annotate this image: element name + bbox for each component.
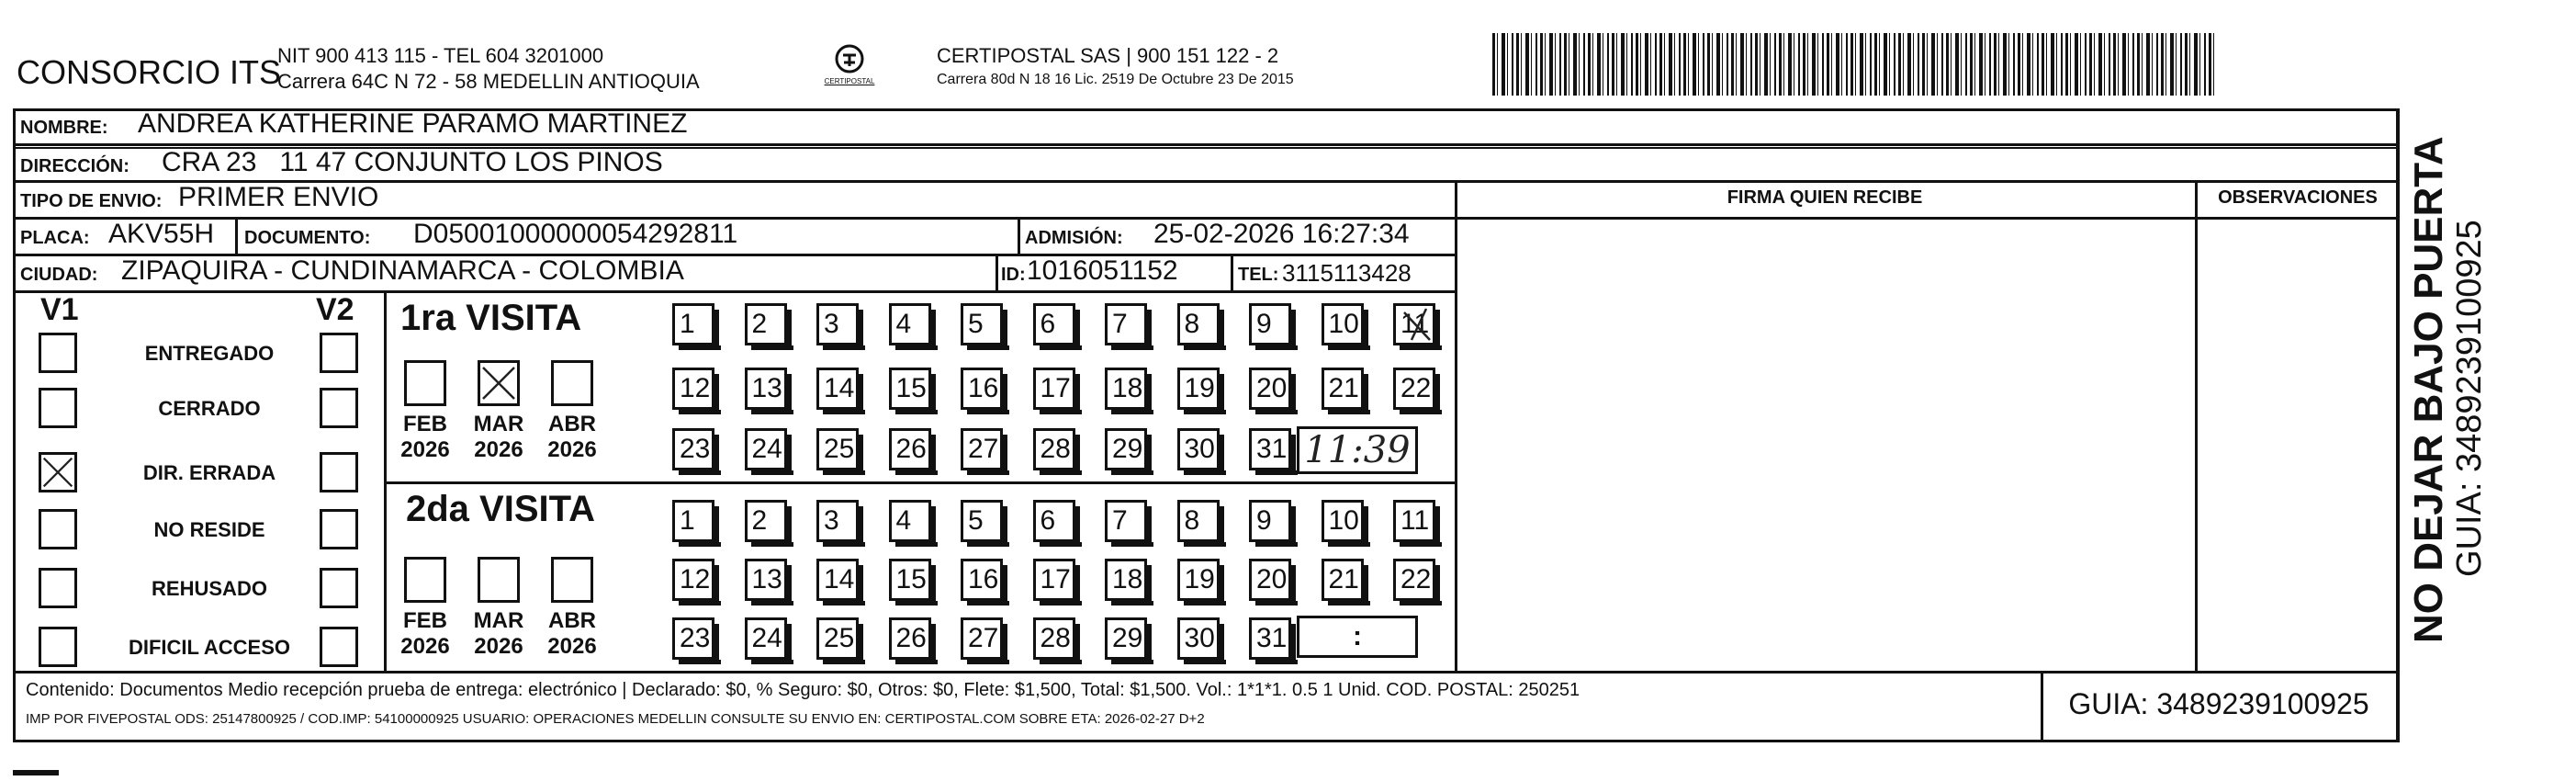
day-number: 29 — [1112, 434, 1143, 464]
footer-guia: GUIA: 3489239100925 — [2068, 687, 2369, 720]
day-checkbox[interactable] — [1105, 500, 1147, 542]
day-checkbox[interactable] — [889, 368, 931, 410]
company-address: Carrera 64C N 72 - 58 MEDELLIN ANTIOQUIA — [277, 70, 700, 93]
visit1-time: 11:39 — [1304, 429, 1411, 471]
day-checkbox[interactable] — [1105, 559, 1147, 601]
day-number: 2 — [751, 309, 768, 339]
month-year: 2026 — [547, 634, 597, 659]
day-checkbox[interactable] — [745, 303, 787, 345]
v2-header: V2 — [316, 292, 354, 327]
day-checkbox[interactable] — [961, 303, 1003, 345]
documento-label: DOCUMENTO: — [244, 228, 371, 248]
day-checkbox[interactable] — [745, 428, 787, 470]
certipostal-logo — [808, 40, 891, 96]
day-checkbox[interactable] — [1177, 559, 1220, 601]
day-number: 24 — [751, 623, 782, 653]
day-checkbox[interactable] — [745, 617, 787, 660]
check-x-mark — [480, 363, 517, 403]
day-checkbox[interactable] — [889, 500, 931, 542]
day-number: 28 — [1040, 434, 1071, 464]
day-checkbox[interactable] — [1249, 368, 1291, 410]
day-checkbox[interactable] — [672, 559, 714, 601]
day-number: 4 — [895, 505, 912, 536]
status-label: NO RESIDE — [153, 518, 265, 541]
day-number: 21 — [1328, 373, 1359, 403]
day-number: 22 — [1400, 373, 1432, 403]
footer-contenido: Contenido: Documentos Medio recepción prueba de entrega: electrónico | Declarado: $0, % Seguro: $0, Otros: $0, Flete: $1,500, Total: $1,500. Vol.: 1*1*1. 0.5 1 Unid. COD. POSTAL: 250251 — [26, 680, 1580, 700]
status-label: DIR. ERRADA — [142, 461, 276, 484]
firma-label: FIRMA QUIEN RECIBE — [1727, 187, 1923, 208]
day-number: 24 — [751, 434, 782, 464]
day-number: 22 — [1400, 564, 1432, 594]
day-number: 28 — [1040, 623, 1071, 653]
day-checkbox[interactable] — [745, 559, 787, 601]
direccion-label: DIRECCIÓN: — [20, 156, 129, 176]
day-checkbox[interactable] — [1177, 617, 1220, 660]
day-number: 12 — [680, 373, 711, 403]
nit-line: NIT 900 413 115 - TEL 604 3201000 — [277, 44, 604, 67]
day-checkbox[interactable] — [1105, 303, 1147, 345]
tipo-envio-label: TIPO DE ENVIO: — [20, 191, 163, 211]
day-checkbox[interactable] — [961, 368, 1003, 410]
day-checkbox[interactable] — [1322, 303, 1364, 345]
day-checkbox[interactable] — [672, 617, 714, 660]
day-number: 16 — [968, 564, 999, 594]
day-number: 3 — [824, 505, 839, 536]
day-number: 6 — [1040, 505, 1056, 536]
day-checkbox[interactable] — [745, 500, 787, 542]
day-checkbox[interactable] — [889, 617, 931, 660]
tel-value: 3115113428 — [1282, 259, 1412, 287]
observaciones-label: OBSERVACIONES — [2218, 187, 2378, 208]
check-x-mark — [41, 455, 74, 490]
v2-checkbox[interactable] — [320, 627, 358, 667]
nombre-label: NOMBRE: — [20, 118, 108, 138]
page-edge-mark — [13, 770, 59, 775]
day-number: 3 — [824, 309, 839, 339]
day-checkbox[interactable] — [1322, 559, 1364, 601]
day-number: 11 — [1400, 309, 1430, 339]
day-number: 31 — [1256, 623, 1288, 653]
day-checkbox[interactable] — [1393, 303, 1435, 345]
day-number: 19 — [1184, 373, 1215, 403]
day-number: 5 — [968, 505, 984, 536]
day-number: 11 — [1400, 505, 1430, 536]
day-number: 2 — [751, 505, 768, 536]
day-checkbox[interactable] — [889, 303, 931, 345]
v1-header: V1 — [40, 292, 79, 327]
company-name: CONSORCIO ITS — [17, 53, 282, 91]
day-number: 17 — [1040, 564, 1071, 594]
day-checkbox[interactable] — [1249, 559, 1291, 601]
nombre-value: ANDREA KATHERINE PARAMO MARTINEZ — [138, 108, 688, 139]
tel-label: TEL: — [1238, 265, 1279, 285]
day-number: 19 — [1184, 564, 1215, 594]
day-number: 8 — [1184, 309, 1200, 339]
day-number: 7 — [1112, 505, 1128, 536]
day-checkbox[interactable] — [1322, 368, 1364, 410]
day-number: 15 — [895, 564, 927, 594]
ciudad-label: CIUDAD: — [20, 265, 98, 285]
day-checkbox[interactable] — [816, 617, 859, 660]
month-label: MAR — [473, 608, 524, 633]
month-checkbox[interactable] — [551, 360, 593, 406]
day-checkbox[interactable] — [672, 303, 714, 345]
month-year: 2026 — [474, 634, 523, 659]
day-number: 18 — [1112, 564, 1143, 594]
day-checkbox[interactable] — [1249, 303, 1291, 345]
id-value: 1016051152 — [1027, 255, 1178, 286]
day-number: 26 — [895, 434, 927, 464]
placa-label: PLACA: — [20, 228, 90, 248]
barcode — [1492, 33, 2218, 96]
month-label: MAR — [473, 412, 524, 436]
direccion-value: CRA 23 11 47 CONJUNTO LOS PINOS — [162, 147, 663, 177]
day-number: 7 — [1112, 309, 1128, 339]
day-number: 30 — [1184, 623, 1215, 653]
month-label: ABR — [548, 412, 596, 436]
day-checkbox[interactable] — [1105, 617, 1147, 660]
month-checkbox[interactable] — [478, 360, 520, 406]
day-checkbox[interactable] — [1249, 500, 1291, 542]
day-checkbox[interactable] — [816, 559, 859, 601]
day-number: 25 — [824, 623, 855, 653]
status-label: REHUSADO — [152, 577, 267, 600]
v2-checkbox[interactable] — [320, 388, 358, 428]
certipostal-license: Carrera 80d N 18 16 Lic. 2519 De Octubre 23 De 2015 — [937, 72, 1294, 87]
footer-imp: IMP POR FIVEPOSTAL ODS: 25147800925 / COD.IMP: 54100000925 USUARIO: OPERACIONES MEDELLIN CONSULTE SU ENVIO EN: CERTIPOSTAL.COM SOBRE ETA: 2026-02-27 D+2 — [26, 711, 1205, 727]
day-checkbox[interactable] — [745, 368, 787, 410]
status-label: DIFICIL ACCESO — [128, 636, 290, 659]
admision-value: 25-02-2026 16:27:34 — [1153, 219, 1410, 249]
v1-checkbox[interactable] — [39, 452, 77, 492]
v1-checkbox[interactable] — [39, 568, 77, 608]
side-guia: GUIA: 3489239100925 — [2450, 220, 2489, 577]
certipostal-line: CERTIPOSTAL SAS | 900 151 122 - 2 — [937, 44, 1279, 67]
month-label: ABR — [548, 608, 596, 633]
month-checkbox[interactable] — [551, 557, 593, 603]
month-year: 2026 — [400, 634, 450, 659]
month-label: FEB — [403, 412, 447, 436]
day-number: 25 — [824, 434, 855, 464]
day-checkbox[interactable] — [961, 617, 1003, 660]
day-number: 14 — [824, 564, 855, 594]
day-checkbox[interactable] — [889, 428, 931, 470]
month-checkbox[interactable] — [404, 360, 446, 406]
v1-checkbox[interactable] — [39, 333, 77, 373]
day-number: 14 — [824, 373, 855, 403]
day-checkbox[interactable] — [1033, 559, 1075, 601]
visit2-time-box — [1297, 616, 1418, 658]
v2-checkbox[interactable] — [320, 568, 358, 608]
v2-checkbox[interactable] — [320, 452, 358, 492]
v1-checkbox[interactable] — [39, 509, 77, 549]
day-number: 10 — [1328, 309, 1359, 339]
day-number: 27 — [968, 434, 999, 464]
day-checkbox[interactable] — [672, 428, 714, 470]
day-number: 15 — [895, 373, 927, 403]
day-number: 6 — [1040, 309, 1056, 339]
day-check-mark — [1393, 303, 1435, 345]
tipo-envio-value: PRIMER ENVIO — [178, 182, 379, 212]
visit1-time-box — [1297, 426, 1418, 474]
day-number: 21 — [1328, 564, 1359, 594]
month-checkbox[interactable] — [404, 557, 446, 603]
v2-checkbox[interactable] — [320, 333, 358, 373]
day-checkbox[interactable] — [1393, 500, 1435, 542]
visit1-title: 1ra VISITA — [400, 298, 582, 338]
day-checkbox[interactable] — [961, 428, 1003, 470]
v1-checkbox[interactable] — [39, 388, 77, 428]
day-checkbox[interactable] — [816, 303, 859, 345]
day-checkbox[interactable] — [1322, 500, 1364, 542]
v1-checkbox[interactable] — [39, 627, 77, 667]
admision-label: ADMISIÓN: — [1025, 228, 1123, 248]
day-checkbox[interactable] — [1393, 559, 1435, 601]
visit2-time: : — [1353, 621, 1362, 651]
day-number: 20 — [1256, 373, 1288, 403]
day-number: 9 — [1256, 309, 1272, 339]
ciudad-value: ZIPAQUIRA - CUNDINAMARCA - COLOMBIA — [121, 255, 684, 286]
day-number: 29 — [1112, 623, 1143, 653]
day-number: 12 — [680, 564, 711, 594]
month-checkbox[interactable] — [478, 557, 520, 603]
day-checkbox[interactable] — [1033, 303, 1075, 345]
day-checkbox[interactable] — [1177, 500, 1220, 542]
day-number: 10 — [1328, 505, 1359, 536]
day-number: 9 — [1256, 505, 1272, 536]
day-checkbox[interactable] — [1393, 368, 1435, 410]
month-label: FEB — [403, 608, 447, 633]
day-number: 23 — [680, 434, 711, 464]
day-number: 17 — [1040, 373, 1071, 403]
day-number: 8 — [1184, 505, 1200, 536]
day-number: 13 — [751, 564, 782, 594]
documento-value: D05001000000054292811 — [413, 219, 738, 249]
day-number: 26 — [895, 623, 927, 653]
day-checkbox[interactable] — [672, 368, 714, 410]
day-number: 1 — [680, 309, 695, 339]
day-checkbox[interactable] — [961, 500, 1003, 542]
day-checkbox[interactable] — [1033, 428, 1075, 470]
month-year: 2026 — [474, 437, 523, 462]
day-checkbox[interactable] — [889, 559, 931, 601]
logo-text: CERTIPOSTAL — [824, 77, 875, 85]
day-number: 30 — [1184, 434, 1215, 464]
day-number: 13 — [751, 373, 782, 403]
day-number: 4 — [895, 309, 912, 339]
day-number: 20 — [1256, 564, 1288, 594]
id-label: ID: — [1001, 265, 1026, 285]
day-number: 18 — [1112, 373, 1143, 403]
side-warning: NO DEJAR BAJO PUERTA — [2406, 136, 2451, 643]
day-checkbox[interactable] — [1033, 368, 1075, 410]
status-label: ENTREGADO — [144, 342, 275, 365]
month-year: 2026 — [400, 437, 450, 462]
day-checkbox[interactable] — [1105, 428, 1147, 470]
visit2-title: 2da VISITA — [406, 489, 595, 529]
day-number: 1 — [680, 505, 695, 536]
day-checkbox[interactable] — [1249, 428, 1291, 470]
day-checkbox[interactable] — [1033, 500, 1075, 542]
day-number: 16 — [968, 373, 999, 403]
v2-checkbox[interactable] — [320, 509, 358, 549]
status-label: CERRADO — [158, 397, 261, 420]
day-checkbox[interactable] — [1177, 428, 1220, 470]
day-checkbox[interactable] — [961, 559, 1003, 601]
day-checkbox[interactable] — [672, 500, 714, 542]
day-number: 5 — [968, 309, 984, 339]
day-checkbox[interactable] — [816, 500, 859, 542]
day-checkbox[interactable] — [1177, 303, 1220, 345]
day-number: 31 — [1256, 434, 1288, 464]
day-number: 23 — [680, 623, 711, 653]
day-checkbox[interactable] — [1105, 368, 1147, 410]
day-checkbox[interactable] — [1033, 617, 1075, 660]
month-year: 2026 — [547, 437, 597, 462]
day-checkbox[interactable] — [816, 368, 859, 410]
placa-value: AKV55H — [108, 219, 215, 249]
day-checkbox[interactable] — [1177, 368, 1220, 410]
day-checkbox[interactable] — [816, 428, 859, 470]
day-checkbox[interactable] — [1249, 617, 1291, 660]
day-number: 27 — [968, 623, 999, 653]
